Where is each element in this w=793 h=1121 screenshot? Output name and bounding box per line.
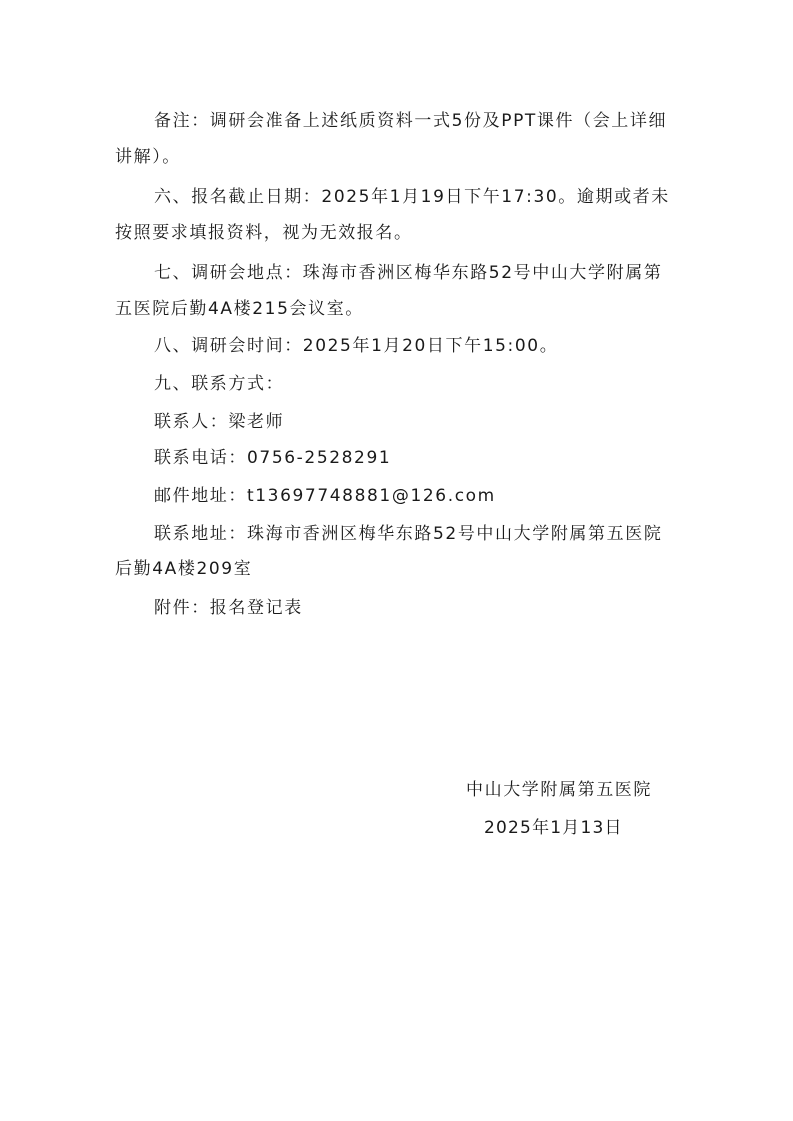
remark-line-2: 讲解）。 [115, 147, 181, 167]
deadline-line-2: 按照要求填报资料，视为无效报名。 [115, 223, 413, 243]
venue-line-2: 五医院后勤4A楼215会议室。 [115, 299, 364, 319]
attachment-line: 附件：报名登记表 [154, 598, 303, 618]
deadline-line-1: 六、报名截止日期：2025年1月19日下午17:30。逾期或者未 [154, 187, 670, 207]
contact-email: 邮件地址：t13697748881@126.com [154, 486, 496, 506]
signature-date: 2025年1月13日 [484, 818, 623, 838]
venue-line-1: 七、调研会地点：珠海市香洲区梅华东路52号中山大学附属第 [154, 263, 663, 283]
meeting-time: 八、调研会时间：2025年1月20日下午15:00。 [154, 336, 559, 356]
contact-phone: 联系电话：0756-2528291 [154, 448, 392, 468]
contact-person: 联系人：梁老师 [154, 412, 285, 432]
signature-organization: 中山大学附属第五医院 [466, 780, 652, 800]
contact-address-line-1: 联系地址：珠海市香洲区梅华东路52号中山大学附属第五医院 [154, 524, 663, 544]
remark-line-1: 备注：调研会准备上述纸质资料一式5份及PPT课件（会上详细 [154, 111, 668, 131]
contact-heading: 九、联系方式： [154, 374, 285, 394]
contact-address-line-2: 后勤4A楼209室 [115, 559, 253, 579]
